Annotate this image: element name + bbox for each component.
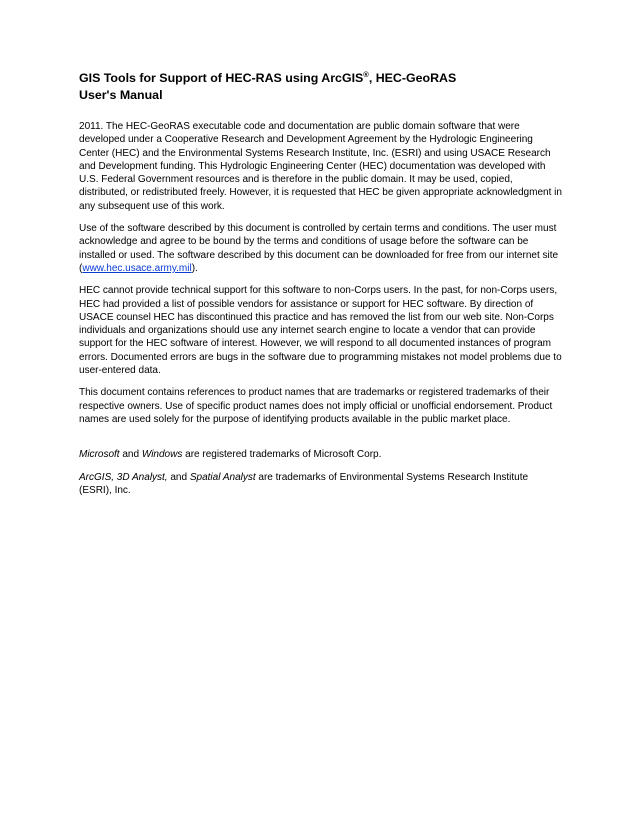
esri-trademark-paragraph: ArcGIS, 3D Analyst, and Spatial Analyst are trademarks of Environmental Systems Research Institute (ESRI), Inc. <box>79 471 529 496</box>
support-paragraph: HEC cannot provide technical support for this software to non-Corps users. In the past, for non-Corps users, HEC had provided a list of possible vendors for assistance or support for HEC software. By direction of USACE counsel HEC has discontinued this practice and has removed the list from our web site. Non-Corps individuals and organizations should use any internet search engine to locate a vendor that can provide support for the HEC software of interest. However, we will respond to all documented instances of program errors. Documented errors are bugs in the software due to programming mistakes not model problems due to user-entered data. <box>79 285 562 377</box>
document-title <box>79 70 562 104</box>
trademark-notice-paragraph: This document contains references to product names that are trademarks or registered trademarks of their respective owners. Use of specific product names does not imply official or unofficial endorsement. Product names are used solely for the purpose of identifying products available in the public market place. <box>79 387 553 425</box>
title-line-1: GIS Tools for Support of HEC-RAS using ArcGIS®, HEC-GeoRAS <box>79 70 457 85</box>
microsoft-trademark-paragraph: Microsoft and Windows are registered trademarks of Microsoft Corp. <box>79 449 382 461</box>
spacer <box>79 435 562 448</box>
copyright-paragraph: 2011. The HEC-GeoRAS executable code and documentation are public domain software that were developed under a Cooperative Research and Development Agreement by the Hydrologic Engineering Center (HEC) and the Environmental Systems Research Institute, Inc. (ESRI) and using USACE Research and Development funding. This Hydrologic Engineering Center (HEC) documentation was developed with U.S. Federal Government resources and is therefore in the public domain. It may be used, copied, distributed, or redistributed freely. However, it is requested that HEC be given appropriate acknowledgment in any subsequent use of this work. <box>79 121 562 212</box>
registered-mark: ® <box>363 70 369 79</box>
title-line-2: User's Manual <box>79 88 163 102</box>
hec-website-link[interactable]: www.hec.usace.army.mil <box>82 262 192 274</box>
terms-paragraph: Use of the software described by this document is controlled by certain terms and conditions. The user must acknowledge and agree to be bound by the terms and conditions of usage before the software can be installed or used. The software described by this document can be downloaded for free from our internet site (www.hec.usace.army.mil). <box>79 223 559 274</box>
document-page <box>79 70 562 506</box>
